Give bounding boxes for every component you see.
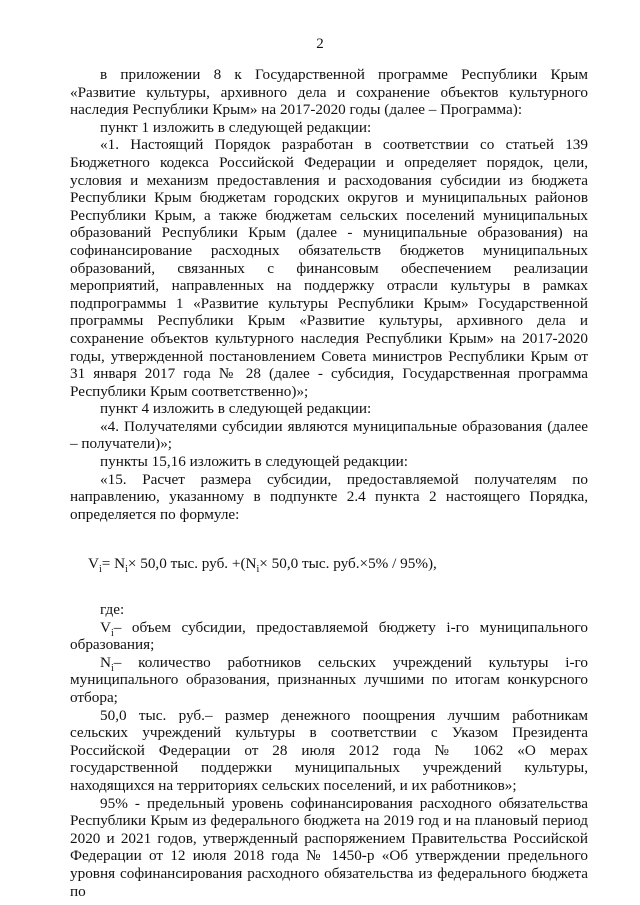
paragraph-point4-text: «4. Получателями субсидии являются муниципальные образования (далее – получатели)»; [70,417,588,453]
formula-sub: i [256,564,260,576]
formula [70,555,588,576]
definition-v-sub: i [110,627,114,639]
formula-sub: i [125,564,128,576]
definition-95: 95% - предельный уровень софинансирования расходного обязательства Республики Крым из федерального бюджета на 2019 год и на плановый период 2020 и 2021 годов, утвержденный распоряжением Правительства Российской Федерации от 12 июля 2018 года № 1450-р «Об утверждении предельного уровня софинансирования расходного обязательства из федерального бюджета по [70,794,588,900]
paragraph-intro: в приложении 8 к Государственной программе Республики Крым «Развитие культуры, архивного дела и сохранение объектов культурного наследия Республики Крым» на 2017-2020 годы (далее – Программа): [70,66,588,119]
definition-n-sub: i [110,662,114,674]
formula-part2: × 50,0 тыс. руб. +(N [127,555,257,573]
paragraph-point4-heading: пункт 4 изложить в следующей редакции: [100,400,372,418]
definition-50k: 50,0 тыс. руб.– размер денежного поощрения лучшим работникам сельских учреждений культуры в соответствии с Указом Президента Российской Федерации от 28 июля 2012 года № 1062 «О мерах государственной поддержки муниципальных учреждений культуры, находящихся на территориях сельских поселений, и их работников»; [70,706,588,794]
definition-v [70,619,588,654]
paragraph-point1-heading: пункт 1 изложить в следующей редакции: [100,118,372,136]
where-label: где: [100,601,125,619]
paragraph-point1-text: «1. Настоящий Порядок разработан в соответствии со статьей 139 Бюджетного кодекса Российской Федерации и определяет порядок, цели, условия и механизм предоставления и расходования субсидии из бюджета Республики Крым бюджетам городских округов и муниципальных районов Республики Крым, а также бюджетам сельских поселений муниципальных образований Республики Крым (далее - муниципальные образования) на софинансирование расходных обязательств бюджетов муниципальных образований, связанных с финансовым обеспечением реализации мероприятий, направленных на поддержку отрасли культуры в рамках подпрограммы 1 «Развитие культуры Республики Крым» Государственной программы Республики Крым «Развитие культуры, архивного дела и сохранение объектов культурного наследия Республики Крым» на 2017-2020 годы, утвержденной постановлением Совета министров Республики Крым от 31 января 2017 года № 28 (далее - субсидия, Государственная программа Республики Крым соответственно)»; [70,136,588,400]
definition-v-text: – объем субсидии, предоставляемой бюджету i-го муниципального образования; [70,618,588,654]
formula-sub: i [98,564,102,576]
definition-v-symbol: V [100,618,111,636]
definition-n [70,654,588,707]
page-number: 2 [316,36,324,52]
paragraph-points15-16-heading: пункты 15,16 изложить в следующей редакции: [100,453,408,471]
definition-n-text: – количество работников сельских учреждений культуры i-го муниципального образования, признанных лучшими по итогам конкурсного отбора; [70,653,588,706]
formula-v: V [88,555,99,573]
definition-n-symbol: N [100,653,111,671]
formula-part3: × 50,0 тыс. руб.×5% / 95%), [259,555,437,573]
formula-part1: = N [101,555,126,573]
paragraph-point15-text: «15. Расчет размера субсидии, предоставляемой получателям по направлению, указанному в подпункте 2.4 пункта 2 настоящего Порядка, определяется по формуле: [70,470,588,523]
document-body [70,66,588,900]
